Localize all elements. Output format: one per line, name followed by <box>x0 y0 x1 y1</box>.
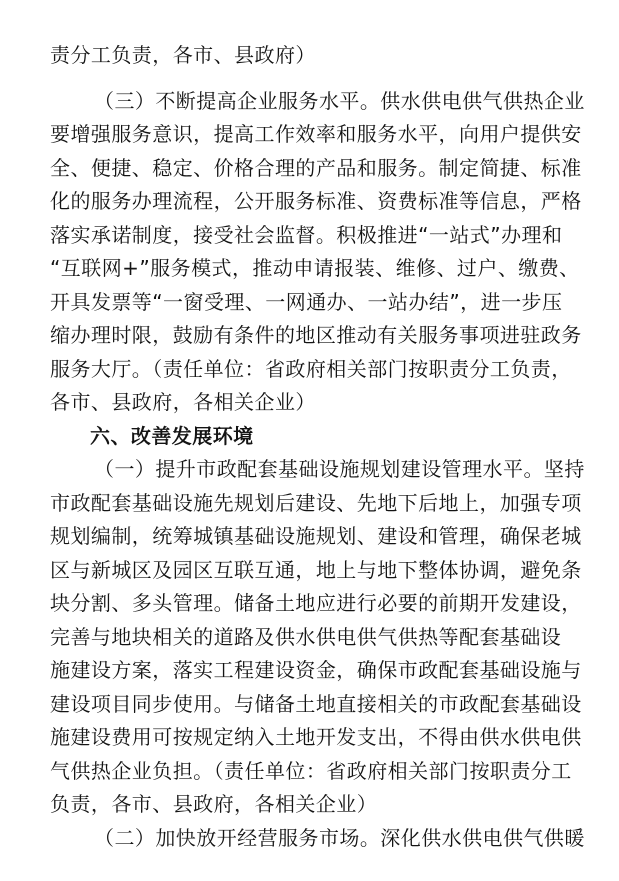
text-line-23: 负责，各市、县政府，各相关企业） <box>50 792 378 816</box>
text-line-20: 建设项目同步使用。与储备土地直接相关的市政配套基础设 <box>50 692 582 716</box>
text-line-15: 规划编制，统筹城镇基础设施规划、建设和管理，确保老城 <box>50 524 582 548</box>
text-line-7: “互联网+”服务模式，推动申请报装、维修、过户、缴费、 <box>50 256 580 280</box>
text-line-18: 完善与地块相关的道路及供水供电供气供热等配套基础设 <box>50 625 562 649</box>
section-heading: 六、改善发展环境 <box>90 424 254 448</box>
text-line-9: 缩办理时限，鼓励有条件的地区推动有关服务事项进驻政务 <box>50 323 582 347</box>
text-line-21: 施建设费用可按规定纳入土地开发支出，不得由供水供电供 <box>50 725 582 749</box>
text-line-14: 市政配套基础设施先规划后建设、先地下后地上，加强专项 <box>50 491 582 515</box>
text-line-22: 气供热企业负担。（责任单位：省政府相关部门按职责分工 <box>50 759 572 783</box>
text-line-13: （一）提升市政配套基础设施规划建设管理水平。坚持 <box>94 457 585 481</box>
text-line-16: 区与新城区及园区互联互通，地上与地下整体协调，避免条 <box>50 558 582 582</box>
text-line-3: 要增强服务意识，提高工作效率和服务水平，向用户提供安 <box>50 122 582 146</box>
text-line-4: 全、便捷、稳定、价格合理的产品和服务。制定简捷、标准 <box>50 156 582 180</box>
text-line-1: 责分工负责，各市、县政府） <box>50 43 316 67</box>
text-line-10: 服务大厅。（责任单位：省政府相关部门按职责分工负责， <box>50 357 572 381</box>
text-line-2: （三）不断提高企业服务水平。供水供电供气供热企业 <box>94 89 585 113</box>
text-line-6: 落实承诺制度，接受社会监督。积极推进“一站式”办理和 <box>50 223 563 247</box>
text-line-8: 开具发票等“一窗受理、一网通办、一站办结”，进一步压 <box>50 290 563 314</box>
text-line-17: 块分割、多头管理。储备土地应进行必要的前期开发建设， <box>50 591 582 615</box>
text-line-11: 各市、县政府，各相关企业） <box>50 390 316 414</box>
text-line-5: 化的服务办理流程，公开服务标准、资费标准等信息，严格 <box>50 189 582 213</box>
text-line-24: （二）加快放开经营服务市场。深化供水供电供气供暖 <box>94 826 585 850</box>
text-line-19: 施建设方案，落实工程建设资金，确保市政配套基础设施与 <box>50 658 582 682</box>
